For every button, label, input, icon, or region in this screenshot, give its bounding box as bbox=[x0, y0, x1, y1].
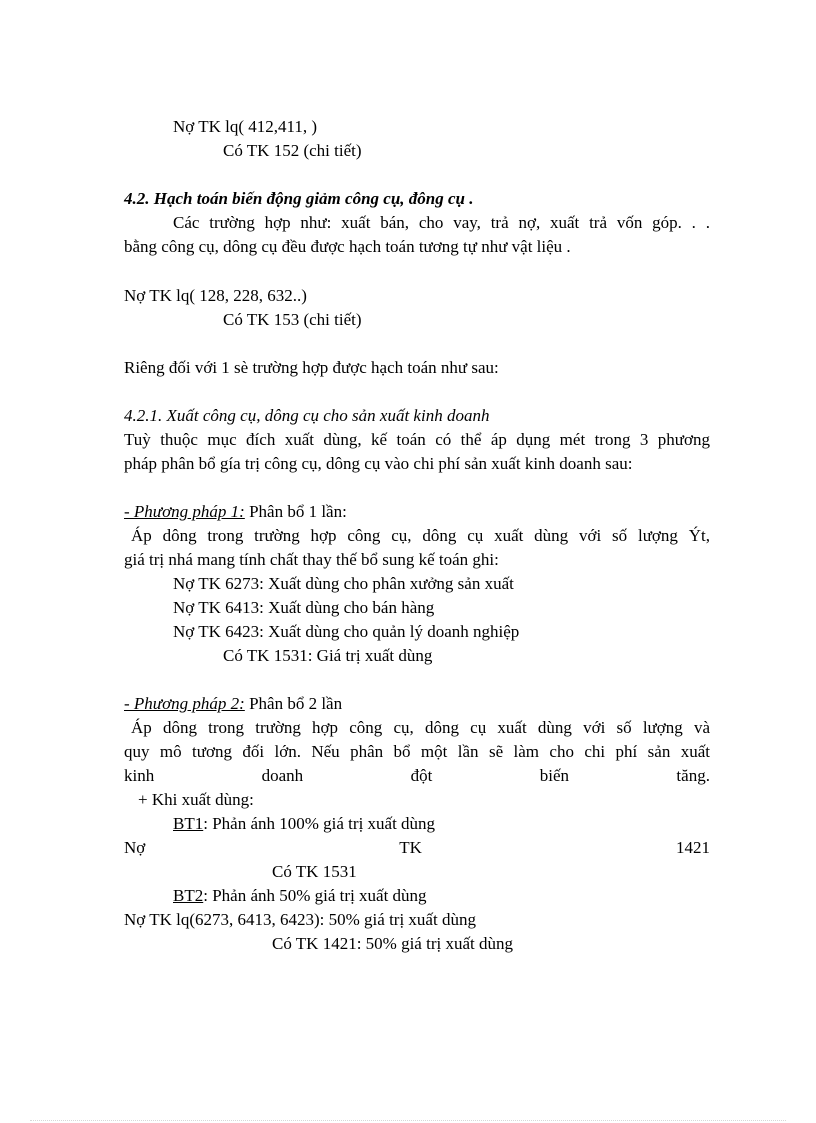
entry-credit: Có TK 1421: 50% giá trị xuất dùng bbox=[272, 934, 513, 953]
word: 1421 bbox=[675, 838, 710, 857]
paragraph-line: Áp dông trong trường hợp công cụ, dông cụ xuất dùng với số lượng Ýt, bbox=[131, 526, 710, 545]
paragraph-line: giá trị nhá mang tính chất thay thế bổ sung kế toán ghi: bbox=[124, 550, 499, 569]
method1-heading bbox=[124, 500, 710, 524]
paragraph-line: quy mô tương đối lớn. Nếu phân bổ một lần sẽ làm cho chi phí sản xuất bbox=[124, 742, 710, 761]
special-note: Riêng đối với 1 sè trường hợp được hạch toán như sau: bbox=[124, 358, 499, 377]
method1-label: - Phương pháp 1: bbox=[124, 502, 245, 521]
subsection-heading: 4.2.1. Xuất công cụ, dông cụ cho sản xuất kinh doanh bbox=[124, 406, 490, 425]
entry-debit: Nợ TK lq( 412,411, ) bbox=[173, 117, 318, 136]
paragraph-line: Tuỳ thuộc mục đích xuất dùng, kế toán có thể áp dụng mét trong 3 phương bbox=[124, 430, 710, 449]
paragraph-line bbox=[124, 764, 710, 788]
entry-credit: Có TK 1531: Giá trị xuất dùng bbox=[223, 646, 433, 665]
paragraph-line: Áp dông trong trường hợp công cụ, dông cụ xuất dùng với số lượng và bbox=[131, 718, 710, 737]
entry-debit: Nợ TK 6413: Xuất dùng cho bán hàng bbox=[173, 598, 435, 617]
bt1-label: BT1 bbox=[173, 814, 204, 833]
word: TK bbox=[399, 838, 422, 857]
bt1-line bbox=[173, 812, 435, 836]
word: kinh bbox=[124, 766, 155, 785]
entry-debit: Nợ TK lq(6273, 6413, 6423): 50% giá trị xuất dùng bbox=[124, 910, 476, 929]
paragraph-line: bằng công cụ, dông cụ đều được hạch toán tương tự như vật liệu . bbox=[124, 237, 571, 256]
paragraph-line: Các trường hợp như: xuất bán, cho vay, trả nợ, xuất trả vốn góp. . . bbox=[173, 213, 710, 232]
word: tăng. bbox=[676, 766, 710, 785]
page-bottom-divider bbox=[30, 1120, 786, 1121]
bt2-label: BT2 bbox=[173, 886, 204, 905]
entry-debit: Nợ TK 6423: Xuất dùng cho quản lý doanh nghiệp bbox=[173, 622, 520, 641]
word: biến bbox=[539, 766, 570, 785]
on-issue-label: + Khi xuất dùng: bbox=[138, 790, 254, 809]
entry-debit: Nợ TK lq( 128, 228, 632..) bbox=[124, 286, 307, 305]
section-heading: 4.2. Hạch toán biến động giảm công cụ, đông cụ . bbox=[124, 189, 474, 208]
bt2-text: : Phản ánh 50% giá trị xuất dùng bbox=[203, 886, 427, 905]
method2-title: Phân bổ 2 lần bbox=[244, 694, 343, 713]
paragraph-line: pháp phân bổ gía trị công cụ, dông cụ vào chi phí sản xuất kinh doanh sau: bbox=[124, 454, 633, 473]
word: đột bbox=[410, 766, 433, 785]
word: Nợ bbox=[124, 838, 146, 857]
entry-credit: Có TK 152 (chi tiết) bbox=[223, 141, 362, 160]
entry-credit: Có TK 1531 bbox=[272, 862, 357, 881]
method1-title: Phân bổ 1 lần: bbox=[244, 502, 347, 521]
method2-heading bbox=[124, 692, 710, 716]
bt1-text: : Phản ánh 100% giá trị xuất dùng bbox=[203, 814, 436, 833]
entry-debit: Nợ TK 6273: Xuất dùng cho phân xưởng sản xuất bbox=[173, 574, 514, 593]
bt2-line bbox=[173, 884, 427, 908]
word: doanh bbox=[261, 766, 304, 785]
entry-credit: Có TK 153 (chi tiết) bbox=[223, 310, 362, 329]
entry-debit bbox=[124, 836, 710, 860]
method2-label: - Phương pháp 2: bbox=[124, 694, 245, 713]
